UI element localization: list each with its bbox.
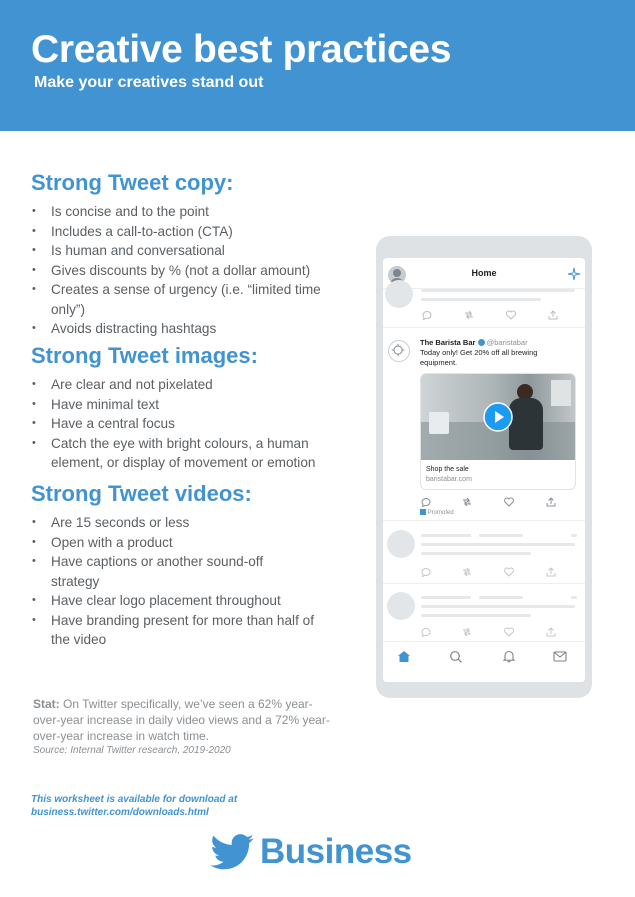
list-item: • Catch the eye with bright colours, a human element, or display of movement or emotion	[31, 434, 341, 473]
placeholder-line	[571, 596, 577, 599]
list-item: • Have branding present for more than half of the video	[31, 611, 331, 650]
copy-list	[31, 202, 341, 339]
phone-screen	[383, 258, 585, 682]
reply-icon[interactable]	[420, 567, 432, 577]
list-item: • Are 15 seconds or less	[31, 513, 341, 533]
divider	[383, 641, 585, 642]
divider	[383, 520, 585, 521]
placeholder-line	[421, 298, 541, 301]
section-title-copy: Strong Tweet copy:	[31, 170, 234, 195]
stat-label: Stat:	[33, 697, 60, 711]
header-banner	[0, 0, 635, 131]
tweet-text: Today only! Get 20% off all brewing equipment.	[420, 348, 538, 367]
promoted-label: Promoted	[420, 509, 454, 517]
stat-paragraph	[33, 696, 333, 744]
list-item: • Have a central focus	[31, 414, 341, 434]
page-subtitle: Make your creatives stand out	[34, 74, 264, 91]
barista-bar-avatar[interactable]	[388, 340, 410, 362]
tweet-header	[420, 338, 528, 348]
play-button-icon[interactable]	[483, 402, 513, 432]
like-icon[interactable]	[503, 567, 515, 577]
sparkle-icon[interactable]	[567, 267, 581, 281]
retweet-icon[interactable]	[461, 567, 473, 577]
retweet-icon[interactable]	[463, 310, 475, 320]
placeholder-line	[479, 596, 523, 599]
section-title-videos: Strong Tweet videos:	[31, 481, 252, 506]
brand-wordmark: Business	[260, 832, 412, 871]
list-item: • Avoids distracting hashtags	[31, 319, 341, 339]
share-icon[interactable]	[547, 310, 559, 320]
videos-list	[31, 513, 341, 650]
placeholder-line	[421, 614, 531, 617]
bell-icon[interactable]	[502, 649, 516, 663]
like-icon[interactable]	[503, 627, 515, 637]
placeholder-line	[421, 596, 471, 599]
twitter-business-logo	[210, 830, 412, 874]
placeholder-line	[421, 543, 575, 546]
barista-logo-icon	[389, 341, 409, 361]
placeholder-line	[421, 534, 471, 537]
retweet-icon[interactable]	[461, 627, 473, 637]
placeholder-line	[479, 534, 523, 537]
verified-badge-icon	[478, 339, 485, 346]
list-item: • Have minimal text	[31, 395, 341, 415]
list-item: • Have captions or another sound-off strategy	[31, 552, 311, 591]
twitter-bird-icon	[210, 834, 254, 870]
page-title: Creative best practices	[31, 28, 452, 71]
reply-icon[interactable]	[421, 310, 433, 320]
placeholder-avatar	[385, 280, 413, 308]
card-url: baristabar.com	[426, 476, 472, 483]
list-item: • Includes a call-to-action (CTA)	[31, 222, 341, 242]
placeholder-line	[571, 534, 577, 537]
worksheet-download-note[interactable]: This worksheet is available for download at business.twitter.com/downloads.html	[31, 794, 238, 818]
list-item: • Are clear and not pixelated	[31, 375, 341, 395]
placeholder-avatar	[387, 592, 415, 620]
tweet-author-name[interactable]: The Barista Bar	[420, 338, 476, 347]
divider	[383, 327, 585, 328]
placeholder-line	[421, 289, 575, 292]
list-item: • Open with a product	[31, 533, 341, 553]
images-list	[31, 375, 341, 473]
list-item: • Is concise and to the point	[31, 202, 341, 222]
retweet-icon[interactable]	[461, 497, 473, 507]
placeholder-line	[421, 605, 575, 608]
divider	[383, 583, 585, 584]
list-item: • Is human and conversational	[31, 241, 341, 261]
share-icon[interactable]	[545, 567, 557, 577]
stat-source: Source: Internal Twitter research, 2019-2020	[33, 745, 231, 756]
reply-icon[interactable]	[420, 627, 432, 637]
phone-mockup	[376, 236, 592, 698]
home-title: Home	[471, 268, 497, 278]
placeholder-avatar	[387, 530, 415, 558]
stat-text: On Twitter specifically, we’ve seen a 62% year-over-year increase in daily video views and a 72% year-over-year increase in watch time.	[33, 697, 330, 743]
like-icon[interactable]	[505, 310, 517, 320]
share-icon[interactable]	[545, 627, 557, 637]
like-icon[interactable]	[503, 497, 515, 507]
promoted-icon	[420, 509, 426, 515]
reply-icon[interactable]	[420, 497, 432, 507]
list-item: • Gives discounts by % (not a dollar amount)	[31, 261, 341, 281]
section-title-images: Strong Tweet images:	[31, 343, 258, 368]
share-icon[interactable]	[545, 497, 557, 507]
website-card[interactable]	[420, 373, 576, 490]
mail-icon[interactable]	[553, 651, 567, 662]
home-icon[interactable]	[397, 650, 411, 663]
search-icon[interactable]	[449, 650, 463, 663]
list-item: • Have clear logo placement throughout	[31, 591, 341, 611]
list-item: • Creates a sense of urgency (i.e. “limited time only”)	[31, 280, 331, 319]
card-title: Shop the sale	[426, 466, 469, 473]
placeholder-line	[421, 552, 531, 555]
tweet-author-handle[interactable]: @baristabar	[486, 338, 528, 347]
